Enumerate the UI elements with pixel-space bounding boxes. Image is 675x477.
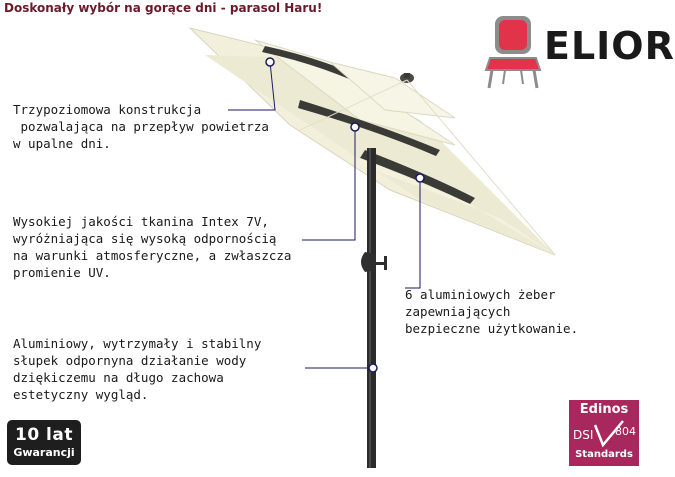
umbrella-pole [361, 148, 387, 468]
certificate-mark [569, 419, 639, 449]
certificate-brand: Edinos [579, 402, 629, 417]
callout-fabric: Wysokiej jakości tkanina Intex 7V, wyróżniająca się wysoką odpornością na warunki atmosferyczne, a zwłaszcza promienie UV. [13, 214, 292, 280]
certificate-badge [569, 400, 639, 466]
brand-logo: ELIOR [544, 24, 675, 68]
callout-pole: Aluminiowy, wytrzymały i stabilny słupek odpornyna działanie wody dziękiczemu na długo zachowa estetyczny wygląd. [13, 336, 262, 402]
certificate-number: 804 [615, 425, 636, 438]
warranty-years: 10 lat [14, 425, 73, 445]
page-title: Doskonały wybór na gorące dni - parasol Haru! [0, 0, 326, 18]
callout-construction: Trzypoziomowa konstrukcja pozwalająca na przepływ powietrza w upalne dni. [13, 102, 269, 151]
callout-ribs: 6 aluminiowych żeber zapewniających bezpieczne użytkowanie. [405, 287, 579, 336]
certificate-dsi: DSI [573, 428, 594, 442]
warranty-label: Gwarancji [13, 446, 75, 459]
certificate-label: Standards [575, 449, 633, 460]
chair-icon [486, 16, 540, 88]
warranty-badge [7, 420, 81, 465]
